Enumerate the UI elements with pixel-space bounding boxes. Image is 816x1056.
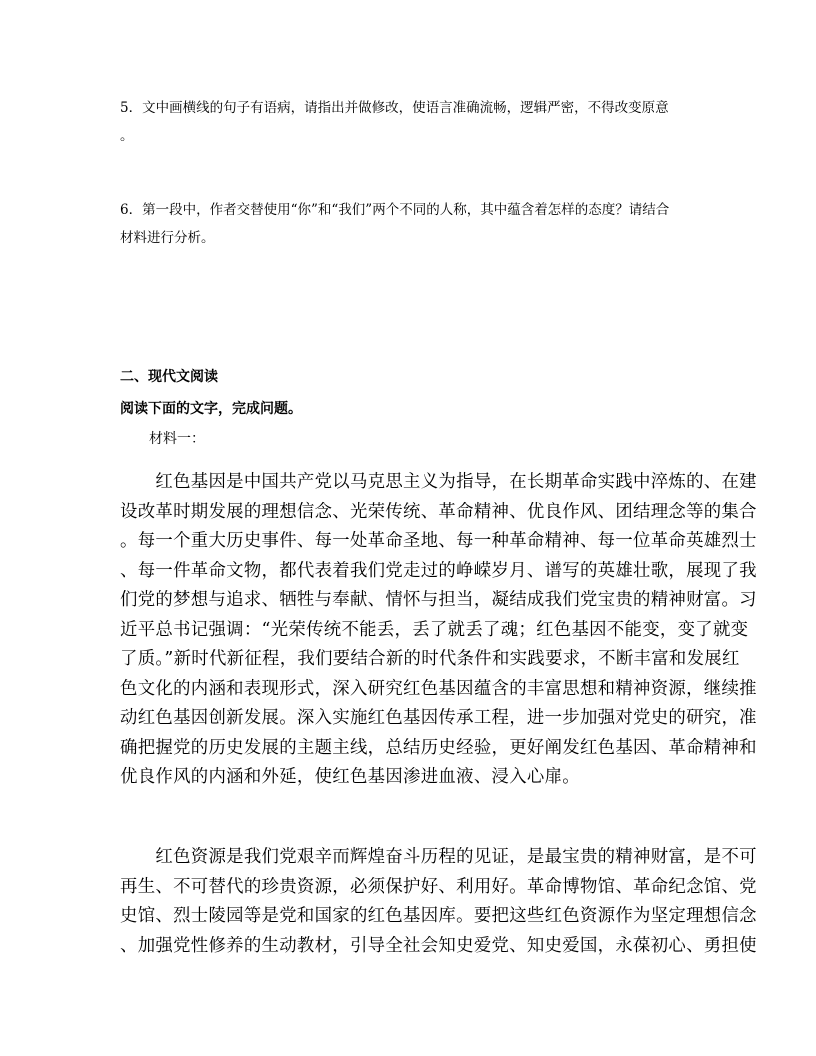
paragraph-line: 优良作风的内涵和外延，使红色基因渗进血液、浸入心扉。 <box>120 767 580 787</box>
paragraph-line: 、加强党性修养的生动教材，引导全社会知史爱党、知史爱国，永葆初心、勇担使 <box>120 935 757 956</box>
paragraph-line: 设改革时期发展的理想信念、光荣传统、革命精神、优良作风、团结理念等的集合 <box>120 501 757 522</box>
paragraph-line: 色文化的内涵和表现形式，深入研究红色基因蕴含的丰富思想和精神资源，继续推 <box>120 678 757 699</box>
question-5: 5．文中画横线的句子有语病，请指出并做修改，使语言准确流畅，逻辑严密，不得改变原意 <box>120 100 669 116</box>
section-instruction: 阅读下面的文字，完成问题。 <box>120 401 302 417</box>
paragraph-line: 确把握党的历史发展的主题主线，总结历史经验，更好阐发红色基因、革命精神和 <box>120 737 757 758</box>
paragraph-line: 再生、不可替代的珍贵资源，必须保护好、利用好。革命博物馆、革命纪念馆、党 <box>120 876 757 897</box>
paragraph-line <box>120 793 696 823</box>
material-paragraph-2 <box>120 843 757 991</box>
paragraph-line: 。每一个重大历史事件、每一处革命圣地、每一种革命精神、每一位革命英雄烈士 <box>120 531 757 551</box>
paragraph-line: 史馆、烈士陵园等是党和国家的红色基因库。要把这些红色资源作为坚定理想信念 <box>120 906 757 926</box>
material-paragraph-1 <box>120 468 757 822</box>
question-6-continuation: 材料进行分析。 <box>120 230 215 246</box>
paragraph-line: 们党的梦想与追求、牺牲与奉献、情怀与担当，凝结成我们党宝贵的精神财富。习 <box>120 590 757 610</box>
paragraph-line <box>120 961 696 991</box>
section-heading: 二、现代文阅读 <box>120 369 218 385</box>
paragraph-line: 近平总书记强调：“光荣传统不能丢，丢了就丢了魂；红色基因不能变，变了就变 <box>120 619 749 640</box>
paragraph-line: 了质。”新时代新征程，我们要结合新的时代条件和实践要求，不断丰富和发展红 <box>120 649 740 669</box>
paragraph-line: 、每一件革命文物，都代表着我们党走过的峥嵘岁月、谱写的英雄壮歌，展现了我 <box>120 560 757 581</box>
question-5-continuation: 。 <box>120 128 134 144</box>
paragraph-line: 动红色基因创新发展。深入实施红色基因传承工程，进一步加强对党史的研究，准 <box>120 708 757 728</box>
material-label: 材料一： <box>149 431 205 447</box>
paragraph-line: 红色基因是中国共产党以马克思主义为指导，在长期革命实践中淬炼的、在建 <box>120 472 757 492</box>
question-6: 6．第一段中，作者交替使用“你”和“我们”两个不同的人称，其中蕴含着怎样的态度？请结合 <box>120 202 670 218</box>
paragraph-line: 红色资源是我们党艰辛而辉煌奋斗历程的见证，是最宝贵的精神财富，是不可 <box>120 847 757 867</box>
